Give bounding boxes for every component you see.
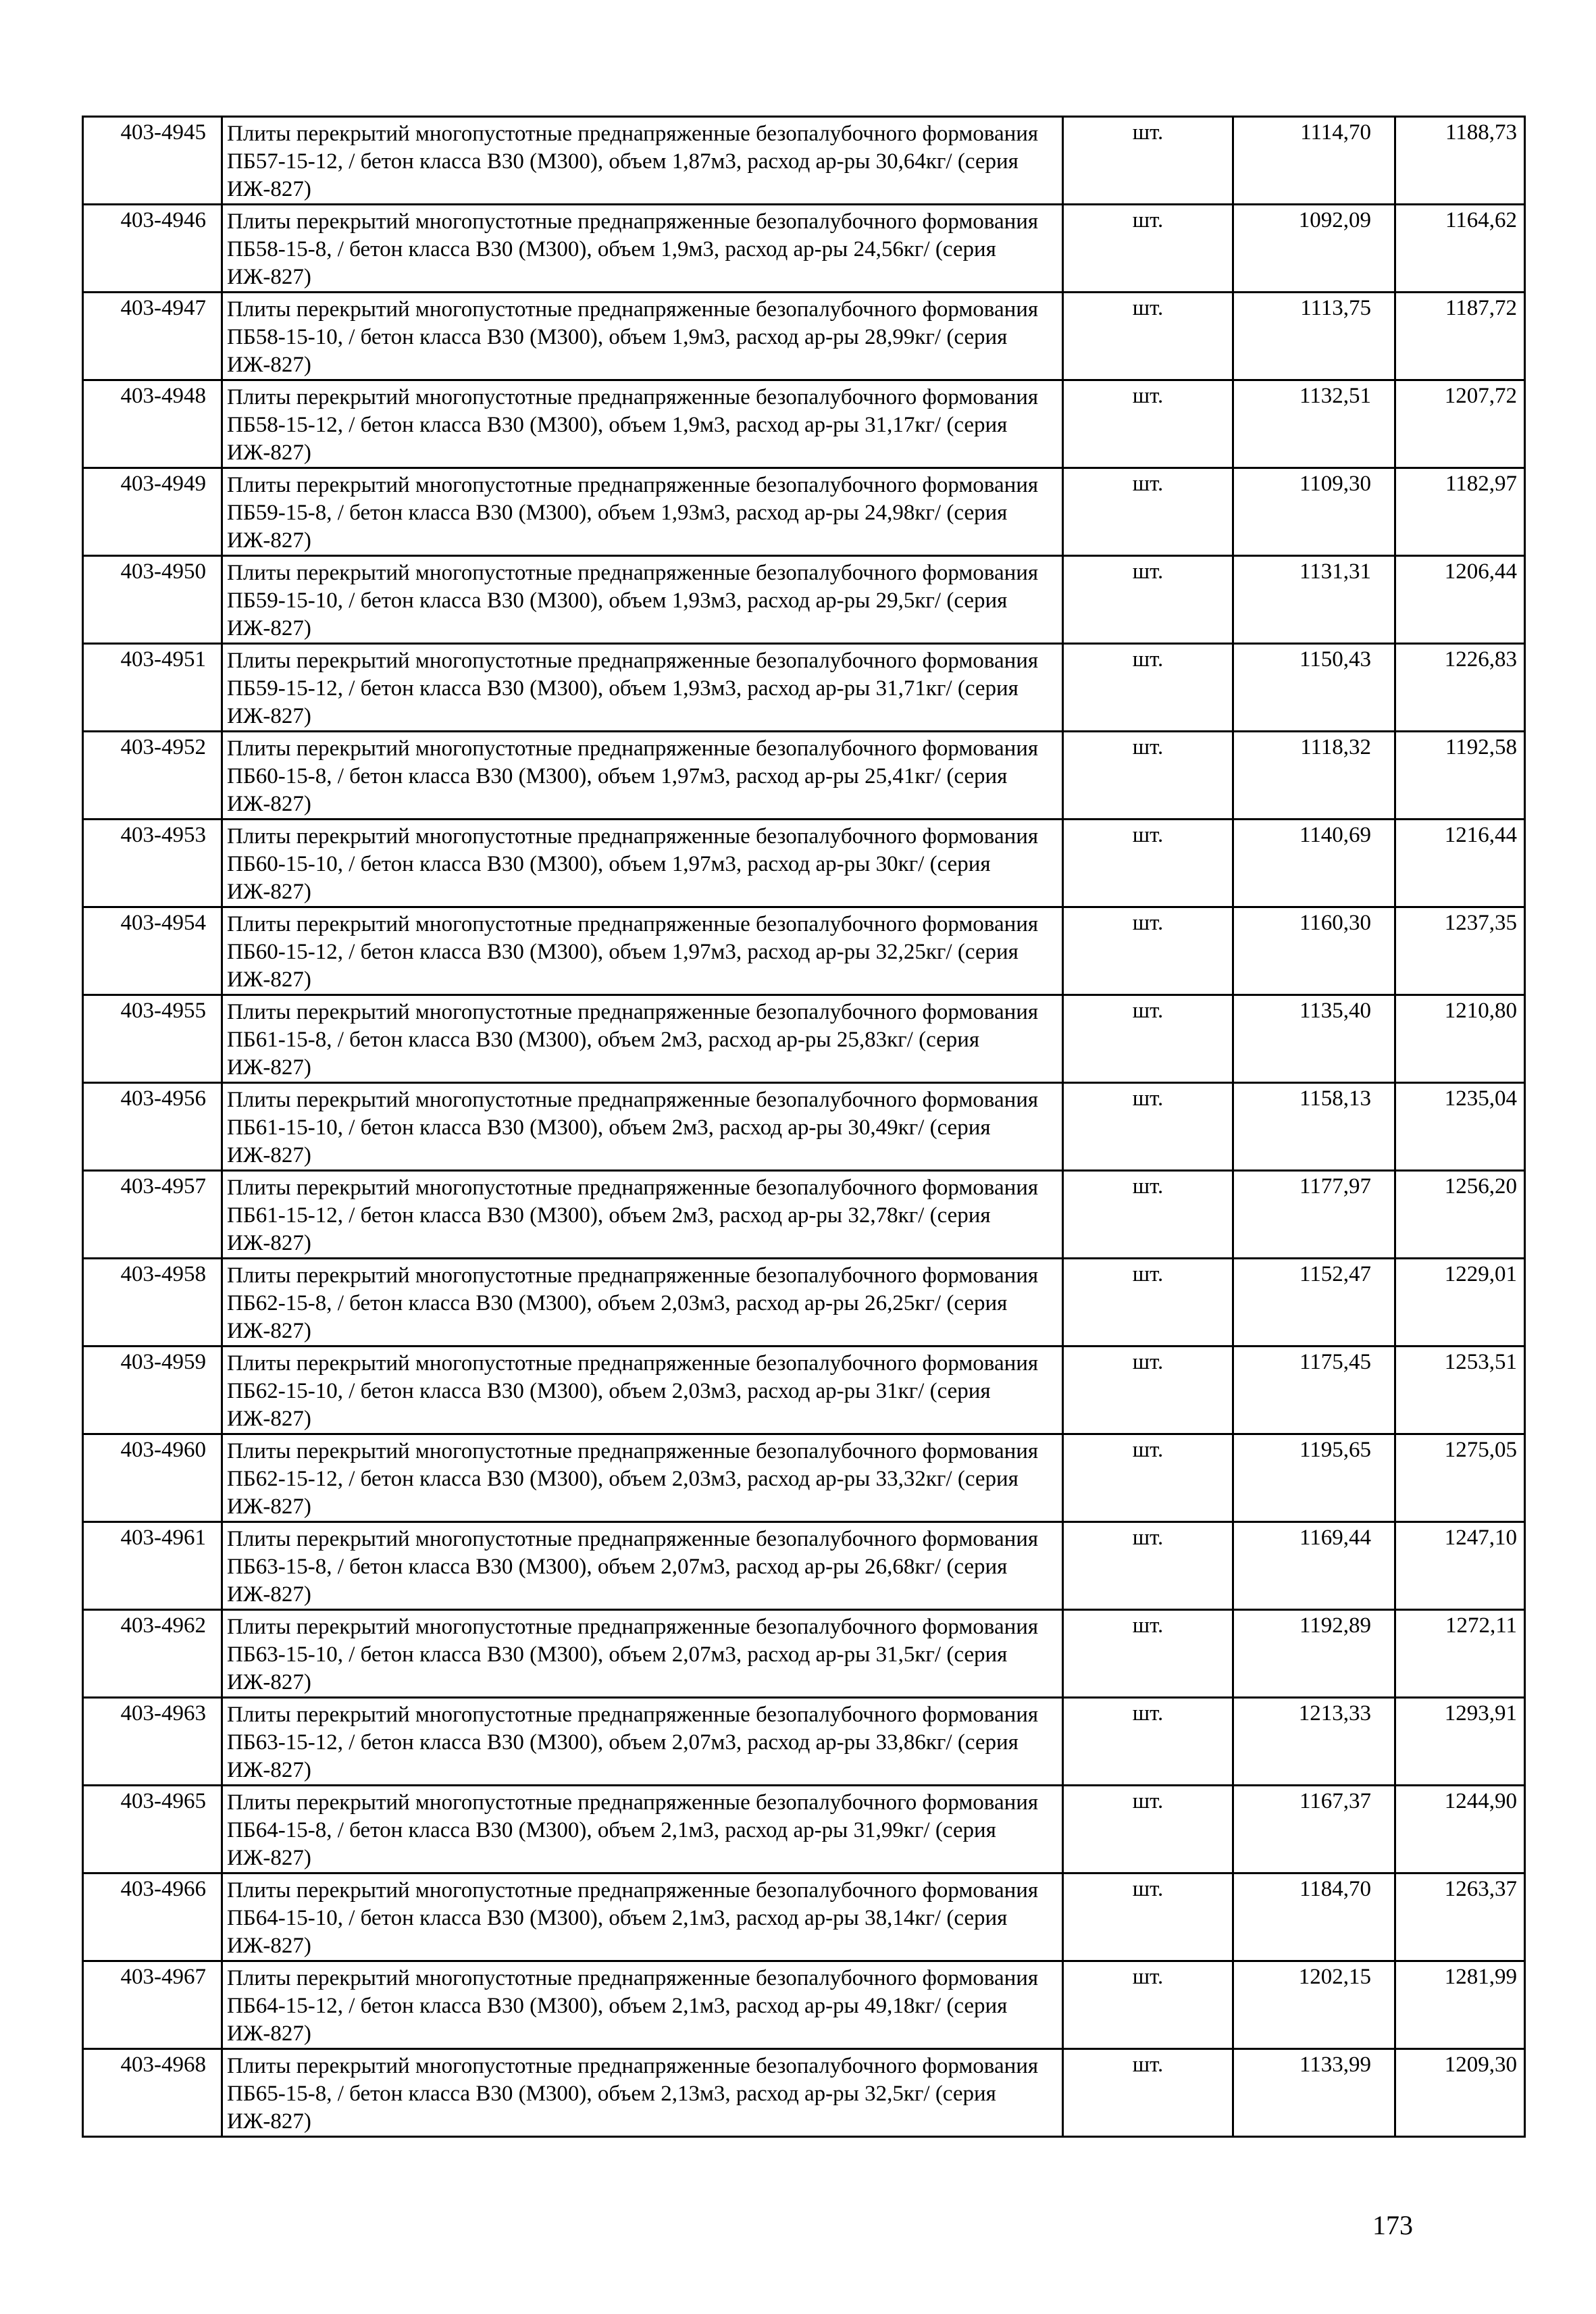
item-code: 403-4963 <box>83 1698 222 1786</box>
item-unit: шт. <box>1063 732 1233 820</box>
table-row <box>83 820 1525 907</box>
table-row <box>83 1259 1525 1347</box>
item-code: 403-4954 <box>83 907 222 995</box>
item-unit: шт. <box>1063 1961 1233 2049</box>
item-description: Плиты перекрытий многопустотные преднапряженные безопалубочного формования ПБ65-15-8, / бетон класса В30 (М300), объем 2,13м3, расход ар-ры 32,5кг/ (серия ИЖ-827) <box>222 2049 1063 2137</box>
table-row <box>83 468 1525 556</box>
item-code: 403-4960 <box>83 1434 222 1522</box>
item-unit: шт. <box>1063 556 1233 644</box>
item-description: Плиты перекрытий многопустотные преднапряженные безопалубочного формования ПБ63-15-10, / бетон класса В30 (М300), объем 2,07м3, расход ар-ры 31,5кг/ (серия ИЖ-827) <box>222 1610 1063 1698</box>
table-row <box>83 644 1525 732</box>
item-code: 403-4957 <box>83 1171 222 1259</box>
item-description: Плиты перекрытий многопустотные преднапряженные безопалубочного формования ПБ63-15-8, / бетон класса В30 (М300), объем 2,07м3, расход ар-ры 26,68кг/ (серия ИЖ-827) <box>222 1522 1063 1610</box>
item-price-2: 1235,04 <box>1395 1083 1525 1171</box>
item-code: 403-4959 <box>83 1347 222 1434</box>
item-unit: шт. <box>1063 205 1233 293</box>
item-description: Плиты перекрытий многопустотные преднапряженные безопалубочного формования ПБ63-15-12, / бетон класса В30 (М300), объем 2,07м3, расход ар-ры 33,86кг/ (серия ИЖ-827) <box>222 1698 1063 1786</box>
item-unit: шт. <box>1063 380 1233 468</box>
item-unit: шт. <box>1063 1786 1233 1873</box>
page-number: 173 <box>1372 2210 1413 2240</box>
item-description: Плиты перекрытий многопустотные преднапряженные безопалубочного формования ПБ60-15-10, / бетон класса В30 (М300), объем 1,97м3, расход ар-ры 30кг/ (серия ИЖ-827) <box>222 820 1063 907</box>
item-unit: шт. <box>1063 117 1233 205</box>
item-price-1: 1092,09 <box>1233 205 1395 293</box>
item-code: 403-4946 <box>83 205 222 293</box>
table-row <box>83 1171 1525 1259</box>
table-row <box>83 380 1525 468</box>
item-price-1: 1135,40 <box>1233 995 1395 1083</box>
item-price-2: 1226,83 <box>1395 644 1525 732</box>
item-price-1: 1177,97 <box>1233 1171 1395 1259</box>
item-price-1: 1169,44 <box>1233 1522 1395 1610</box>
item-description: Плиты перекрытий многопустотные преднапряженные безопалубочного формования ПБ64-15-10, / бетон класса В30 (М300), объем 2,1м3, расход ар-ры 38,14кг/ (серия ИЖ-827) <box>222 1873 1063 1961</box>
item-price-2: 1237,35 <box>1395 907 1525 995</box>
item-price-1: 1158,13 <box>1233 1083 1395 1171</box>
item-code: 403-4967 <box>83 1961 222 2049</box>
item-description: Плиты перекрытий многопустотные преднапряженные безопалубочного формования ПБ59-15-10, / бетон класса В30 (М300), объем 1,93м3, расход ар-ры 29,5кг/ (серия ИЖ-827) <box>222 556 1063 644</box>
item-code: 403-4951 <box>83 644 222 732</box>
table-row <box>83 1698 1525 1786</box>
price-table <box>82 116 1526 2138</box>
item-code: 403-4965 <box>83 1786 222 1873</box>
item-price-1: 1133,99 <box>1233 2049 1395 2137</box>
item-unit: шт. <box>1063 2049 1233 2137</box>
item-price-2: 1210,80 <box>1395 995 1525 1083</box>
item-description: Плиты перекрытий многопустотные преднапряженные безопалубочного формования ПБ61-15-10, / бетон класса В30 (М300), объем 2м3, расход ар-ры 30,49кг/ (серия ИЖ-827) <box>222 1083 1063 1171</box>
item-price-2: 1247,10 <box>1395 1522 1525 1610</box>
item-description: Плиты перекрытий многопустотные преднапряженные безопалубочного формования ПБ62-15-12, / бетон класса В30 (М300), объем 2,03м3, расход ар-ры 33,32кг/ (серия ИЖ-827) <box>222 1434 1063 1522</box>
item-code: 403-4949 <box>83 468 222 556</box>
item-price-2: 1209,30 <box>1395 2049 1525 2137</box>
item-unit: шт. <box>1063 820 1233 907</box>
item-price-1: 1202,15 <box>1233 1961 1395 2049</box>
table-row <box>83 293 1525 380</box>
item-description: Плиты перекрытий многопустотные преднапряженные безопалубочного формования ПБ62-15-8, / бетон класса В30 (М300), объем 2,03м3, расход ар-ры 26,25кг/ (серия ИЖ-827) <box>222 1259 1063 1347</box>
item-code: 403-4968 <box>83 2049 222 2137</box>
item-price-2: 1293,91 <box>1395 1698 1525 1786</box>
item-code: 403-4955 <box>83 995 222 1083</box>
item-unit: шт. <box>1063 1873 1233 1961</box>
table-row <box>83 1961 1525 2049</box>
table-row <box>83 1873 1525 1961</box>
item-price-2: 1253,51 <box>1395 1347 1525 1434</box>
item-description: Плиты перекрытий многопустотные преднапряженные безопалубочного формования ПБ60-15-8, / бетон класса В30 (М300), объем 1,97м3, расход ар-ры 25,41кг/ (серия ИЖ-827) <box>222 732 1063 820</box>
item-price-2: 1281,99 <box>1395 1961 1525 2049</box>
item-description: Плиты перекрытий многопустотные преднапряженные безопалубочного формования ПБ61-15-12, / бетон класса В30 (М300), объем 2м3, расход ар-ры 32,78кг/ (серия ИЖ-827) <box>222 1171 1063 1259</box>
table-row <box>83 1610 1525 1698</box>
table-row <box>83 732 1525 820</box>
item-price-2: 1272,11 <box>1395 1610 1525 1698</box>
item-code: 403-4950 <box>83 556 222 644</box>
item-unit: шт. <box>1063 1610 1233 1698</box>
item-description: Плиты перекрытий многопустотные преднапряженные безопалубочного формования ПБ58-15-8, / бетон класса В30 (М300), объем 1,9м3, расход ар-ры 24,56кг/ (серия ИЖ-827) <box>222 205 1063 293</box>
item-unit: шт. <box>1063 1522 1233 1610</box>
item-unit: шт. <box>1063 1171 1233 1259</box>
item-unit: шт. <box>1063 1698 1233 1786</box>
item-price-2: 1216,44 <box>1395 820 1525 907</box>
table-row <box>83 1083 1525 1171</box>
table-row <box>83 1347 1525 1434</box>
item-price-1: 1192,89 <box>1233 1610 1395 1698</box>
item-price-2: 1229,01 <box>1395 1259 1525 1347</box>
table-row <box>83 2049 1525 2137</box>
item-description: Плиты перекрытий многопустотные преднапряженные безопалубочного формования ПБ62-15-10, / бетон класса В30 (М300), объем 2,03м3, расход ар-ры 31кг/ (серия ИЖ-827) <box>222 1347 1063 1434</box>
item-unit: шт. <box>1063 907 1233 995</box>
item-code: 403-4961 <box>83 1522 222 1610</box>
item-price-2: 1188,73 <box>1395 117 1525 205</box>
table-row <box>83 117 1525 205</box>
item-price-2: 1263,37 <box>1395 1873 1525 1961</box>
item-unit: шт. <box>1063 468 1233 556</box>
item-price-1: 1114,70 <box>1233 117 1395 205</box>
item-description: Плиты перекрытий многопустотные преднапряженные безопалубочного формования ПБ59-15-12, / бетон класса В30 (М300), объем 1,93м3, расход ар-ры 31,71кг/ (серия ИЖ-827) <box>222 644 1063 732</box>
item-code: 403-4958 <box>83 1259 222 1347</box>
item-code: 403-4966 <box>83 1873 222 1961</box>
item-price-2: 1187,72 <box>1395 293 1525 380</box>
item-code: 403-4947 <box>83 293 222 380</box>
table-row <box>83 1786 1525 1873</box>
item-code: 403-4948 <box>83 380 222 468</box>
item-price-2: 1207,72 <box>1395 380 1525 468</box>
item-price-1: 1175,45 <box>1233 1347 1395 1434</box>
item-unit: шт. <box>1063 293 1233 380</box>
item-price-1: 1113,75 <box>1233 293 1395 380</box>
item-description: Плиты перекрытий многопустотные преднапряженные безопалубочного формования ПБ59-15-8, / бетон класса В30 (М300), объем 1,93м3, расход ар-ры 24,98кг/ (серия ИЖ-827) <box>222 468 1063 556</box>
item-price-2: 1182,97 <box>1395 468 1525 556</box>
item-code: 403-4956 <box>83 1083 222 1171</box>
item-description: Плиты перекрытий многопустотные преднапряженные безопалубочного формования ПБ64-15-8, / бетон класса В30 (М300), объем 2,1м3, расход ар-ры 31,99кг/ (серия ИЖ-827) <box>222 1786 1063 1873</box>
item-code: 403-4962 <box>83 1610 222 1698</box>
item-description: Плиты перекрытий многопустотные преднапряженные безопалубочного формования ПБ61-15-8, / бетон класса В30 (М300), объем 2м3, расход ар-ры 25,83кг/ (серия ИЖ-827) <box>222 995 1063 1083</box>
item-price-1: 1109,30 <box>1233 468 1395 556</box>
item-unit: шт. <box>1063 1083 1233 1171</box>
item-code: 403-4952 <box>83 732 222 820</box>
table-row <box>83 1434 1525 1522</box>
item-description: Плиты перекрытий многопустотные преднапряженные безопалубочного формования ПБ58-15-10, / бетон класса В30 (М300), объем 1,9м3, расход ар-ры 28,99кг/ (серия ИЖ-827) <box>222 293 1063 380</box>
item-unit: шт. <box>1063 1259 1233 1347</box>
item-price-1: 1184,70 <box>1233 1873 1395 1961</box>
item-price-1: 1131,31 <box>1233 556 1395 644</box>
item-price-1: 1140,69 <box>1233 820 1395 907</box>
item-description: Плиты перекрытий многопустотные преднапряженные безопалубочного формования ПБ57-15-12, / бетон класса В30 (М300), объем 1,87м3, расход ар-ры 30,64кг/ (серия ИЖ-827) <box>222 117 1063 205</box>
item-description: Плиты перекрытий многопустотные преднапряженные безопалубочного формования ПБ64-15-12, / бетон класса В30 (М300), объем 2,1м3, расход ар-ры 49,18кг/ (серия ИЖ-827) <box>222 1961 1063 2049</box>
item-price-1: 1132,51 <box>1233 380 1395 468</box>
item-price-1: 1150,43 <box>1233 644 1395 732</box>
table-row <box>83 205 1525 293</box>
item-price-1: 1118,32 <box>1233 732 1395 820</box>
item-unit: шт. <box>1063 1347 1233 1434</box>
table-row <box>83 1522 1525 1610</box>
item-price-1: 1167,37 <box>1233 1786 1395 1873</box>
item-price-1: 1213,33 <box>1233 1698 1395 1786</box>
item-price-2: 1164,62 <box>1395 205 1525 293</box>
item-unit: шт. <box>1063 1434 1233 1522</box>
item-price-1: 1160,30 <box>1233 907 1395 995</box>
item-unit: шт. <box>1063 995 1233 1083</box>
item-price-1: 1152,47 <box>1233 1259 1395 1347</box>
item-price-2: 1244,90 <box>1395 1786 1525 1873</box>
item-unit: шт. <box>1063 644 1233 732</box>
item-price-2: 1256,20 <box>1395 1171 1525 1259</box>
item-price-2: 1275,05 <box>1395 1434 1525 1522</box>
item-code: 403-4945 <box>83 117 222 205</box>
table-row <box>83 995 1525 1083</box>
item-price-2: 1206,44 <box>1395 556 1525 644</box>
table-row <box>83 907 1525 995</box>
price-table-body <box>83 117 1525 2137</box>
table-row <box>83 556 1525 644</box>
item-code: 403-4953 <box>83 820 222 907</box>
item-price-1: 1195,65 <box>1233 1434 1395 1522</box>
item-description: Плиты перекрытий многопустотные преднапряженные безопалубочного формования ПБ58-15-12, / бетон класса В30 (М300), объем 1,9м3, расход ар-ры 31,17кг/ (серия ИЖ-827) <box>222 380 1063 468</box>
item-description: Плиты перекрытий многопустотные преднапряженные безопалубочного формования ПБ60-15-12, / бетон класса В30 (М300), объем 1,97м3, расход ар-ры 32,25кг/ (серия ИЖ-827) <box>222 907 1063 995</box>
item-price-2: 1192,58 <box>1395 732 1525 820</box>
